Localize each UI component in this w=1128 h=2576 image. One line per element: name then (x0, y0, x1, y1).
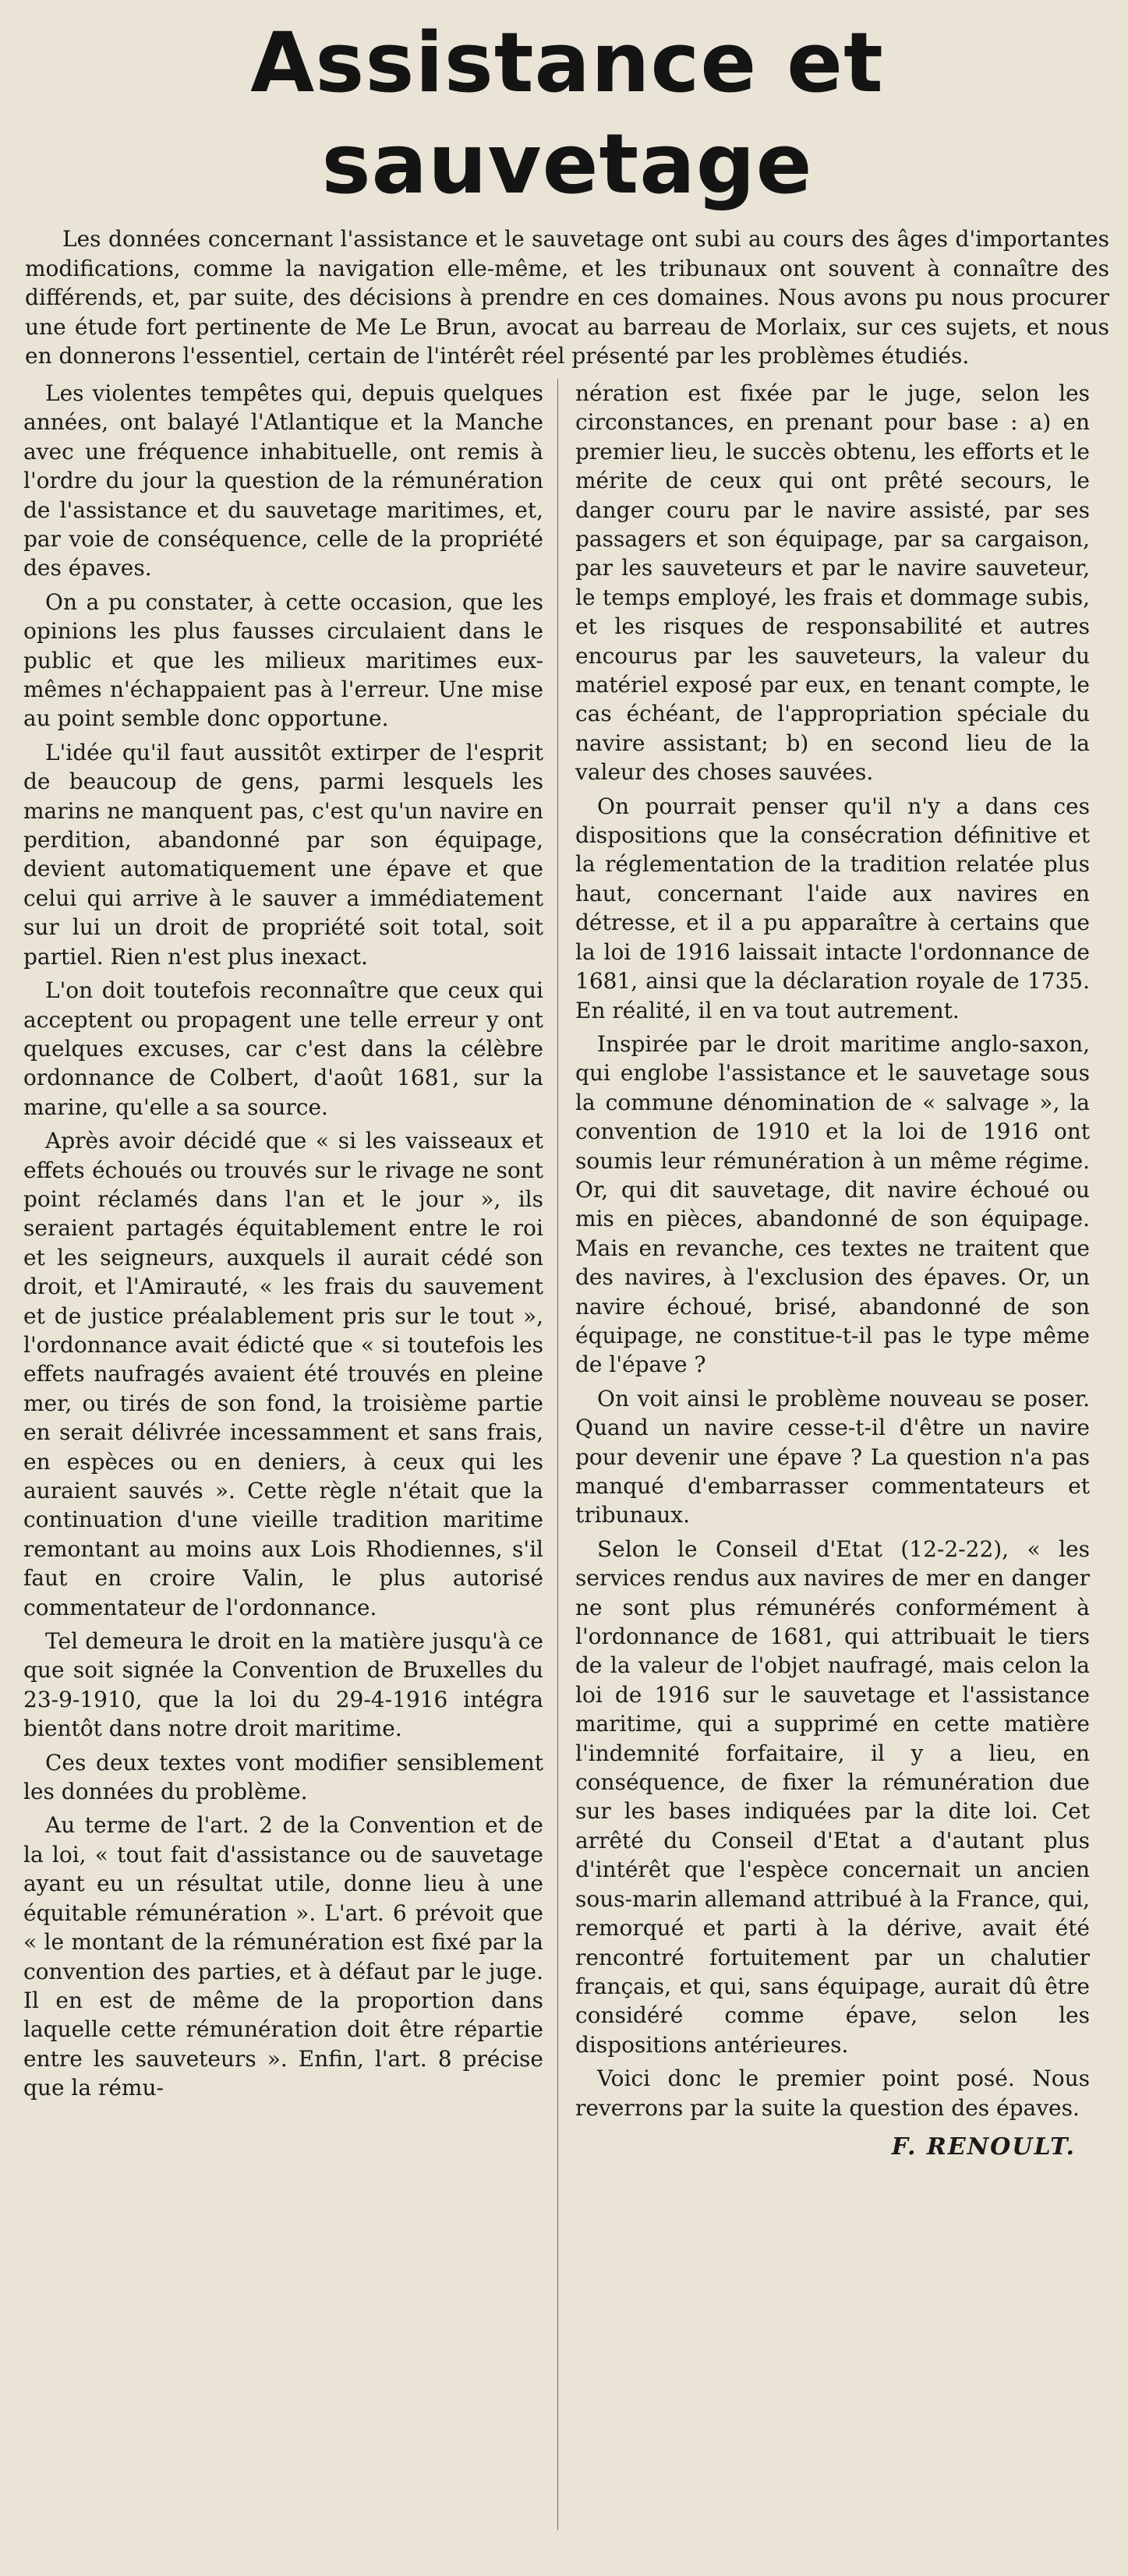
paragraph: On pourrait penser qu'il n'y a dans ces dispositions que la consécration définitive et la réglementation de la tradition relatée plus haut, concernant l'aide aux navires en détresse, et il a pu apparaître à certains que la loi de 1916 laissait intacte l'ordonnance de 1681, ainsi que la déclaration royale de 1735. En réalité, il en va tout autrement. (575, 793, 1090, 1023)
paragraph: Tel demeura le droit en la matière jusqu'à ce que soit signée la Convention de Bruxelles du 23-9-1910, que la loi du 29-4-1916 intégra bientôt dans notre droit maritime. (23, 1628, 543, 1742)
author-signature: F. RENOULT. (891, 2133, 1076, 2161)
paragraph: Les violentes tempêtes qui, depuis quelques années, ont balayé l'Atlantique et la Manche avec une fréquence inhabituelle, ont remis à l'ordre du jour la question de la rémunération de l'assistance et du sauvetage maritimes, et, par voie de conséquence, celle de la propriété des épaves. (23, 380, 543, 581)
paragraph: Ces deux textes vont modifier sensiblement les données du problème. (23, 1749, 543, 1805)
paragraph: On voit ainsi le problème nouveau se poser. Quand un navire cesse-t-il d'être un navire pour devenir une épave ? La question n'a pas manqué d'embarrasser commentateurs et tribunaux. (575, 1385, 1090, 1528)
left-column (23, 379, 558, 2530)
article-body (23, 379, 1111, 2530)
paragraph: Inspirée par le droit maritime anglo-saxon, qui englobe l'assistance et le sauvetage sous la commune dénomination de « salvage », la convention de 1910 et la loi de 1916 ont soumis leur rémunération à un même régime. Or, qui dit sauvetage, dit navire échoué ou mis en pièces, abandonné de son équipage. Mais en revanche, ces textes ne traitent que des navires, à l'exclusion des épaves. Or, un navire échoué, brisé, abandonné de son équipage, ne constitue-t-il pas le type même de l'épave ? (575, 1030, 1090, 1378)
right-column (558, 379, 1093, 2530)
paragraph: Au terme de l'art. 2 de la Convention et de la loi, « tout fait d'assistance ou de sauvetage ayant eu un résultat utile, donne lieu à une équitable rémunération ». L'art. 6 prévoit que « le montant de la rémunération est fixé par la convention des parties, et à défaut par le juge. Il en est de même de la proportion dans laquelle cette rémunération doit être répartie entre les sauveteurs ». Enfin, l'art. 8 précise que la rému- (23, 1812, 543, 2101)
paragraph: Voici donc le premier point posé. Nous reverrons par la suite la question des épaves. (575, 2065, 1090, 2121)
paragraph: nération est fixée par le juge, selon les circonstances, en prenant pour base : a) en premier lieu, le succès obtenu, les efforts et le mérite de ceux qui ont prêté secours, le danger couru par le navire assisté, par ses passagers et son équipage, par sa cargaison, par les sauveteurs et par le navire sauveteur, le temps employé, les frais et dommage subis, et les risques de responsabilité et autres encourus par les sauveteurs, la valeur du matériel exposé par eux, en tenant compte, le cas échéant, de l'appropriation spéciale du navire assistant; b) en second lieu de la valeur des choses sauvées. (575, 380, 1090, 786)
paragraph: Selon le Conseil d'Etat (12-2-22), « les services rendus aux navires de mer en danger ne sont plus rémunérés conformément à l'ordonnance de 1681, qui attribuait le tiers de la valeur de l'objet naufragé, mais celon la loi de 1916 sur le sauvetage et l'assistance maritime, qui a supprimé en cette matière l'indemnité forfaitaire, il y a lieu, en conséquence, de fixer la rémunération due sur les bases indiquées par la dite loi. Cet arrêté du Conseil d'Etat a d'autant plus d'intérêt que l'espèce concernait un ancien sous-marin allemand attribué à la France, qui, remorqué et parti à la dérive, avait été rencontré fortuitement par un chalutier français, et qui, sans équipage, aurait dû être considéré comme épave, selon les dispositions antérieures. (575, 1535, 1090, 2058)
paragraph: L'idée qu'il faut aussitôt extirper de l'esprit de beaucoup de gens, parmi lesquels les marins ne manquent pas, c'est qu'un navire en perdition, abandonné par son équipage, devient automatiquement une épave et que celui qui arrive à le sauver a immédiatement sur lui un droit de propriété soit total, soit partiel. Rien n'est plus inexact. (23, 739, 543, 970)
paragraph: Après avoir décidé que « si les vaisseaux et effets échoués ou trouvés sur le rivage ne sont point réclamés dans l'an et le jour », ils seraient partagés équitablement entre le roi et les seigneurs, auxquels il aurait cédé son droit, et l'Amirauté, « les frais du sauvement et de justice préalablement pris sur le tout », l'ordonnance avait édicté que « si toutefois les effets naufragés avaient été trouvés en pleine mer, ou tirés de son fond, la troisième partie en serait délivrée incessamment et sans frais, en espèces ou en deniers, à ceux qui les auraient sauvés ». Cette règle n'était que la continuation d'une vieille tradition maritime remontant au moins aux Lois Rhodiennes, s'il faut en croire Valin, le plus autorisé commentateur de l'ordonnance. (23, 1128, 543, 1620)
paragraph: L'on doit toutefois reconnaître que ceux qui acceptent ou propagent une telle erreur y ont quelques excuses, car c'est dans la célèbre ordonnance de Colbert, d'août 1681, sur la marine, qu'elle a sa source. (23, 977, 543, 1120)
paragraph: On a pu constater, à cette occasion, que les opinions les plus fausses circulaient dans le public et que les milieux maritimes eux-mêmes n'échappaient pas à l'erreur. Une mise au point semble donc opportune. (23, 588, 543, 732)
article-chapeau: Les données concernant l'assistance et le sauvetage ont subi au cours des âges d'importantes modifications, comme la navigation elle-même, et les tribunaux ont souvent à connaître des différends, et, par suite, des décisions à prendre en ces domaines. Nous avons pu nous procurer une étude fort pertinente de Me Le Brun, avocat au barreau de Morlaix, sur ces sujets, et nous en donnerons l'essentiel, certain de l'intérêt réel présenté par les problèmes étudiés. (25, 226, 1109, 369)
article-title: Assistance et sauvetage (250, 15, 884, 212)
